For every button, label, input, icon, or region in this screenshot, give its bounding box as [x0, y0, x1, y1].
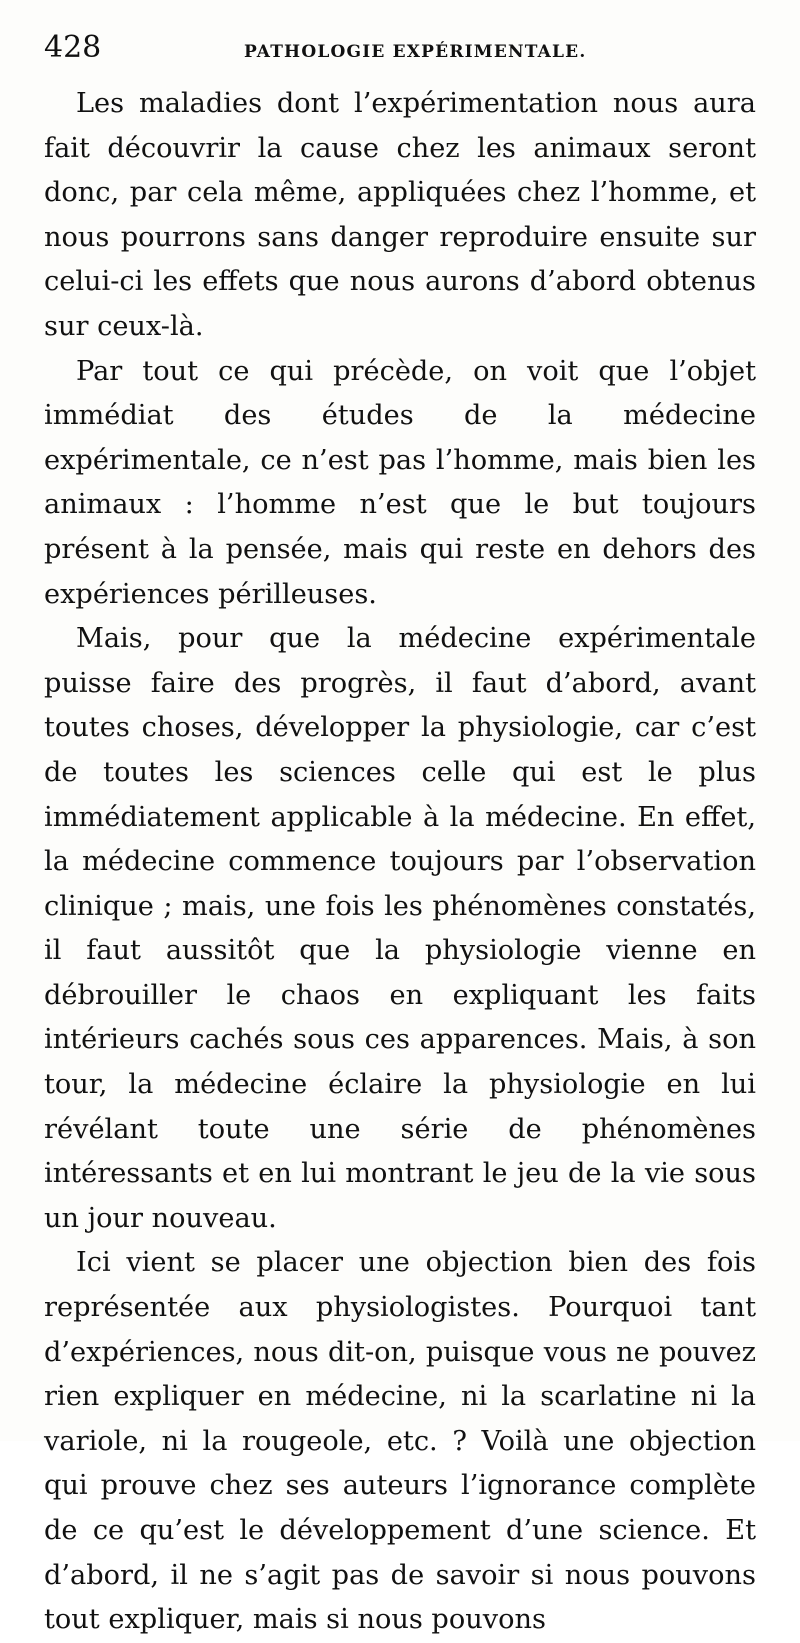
running-title: PATHOLOGIE EXPÉRIMENTALE. [244, 42, 587, 62]
paragraph-2: Par tout ce qui précède, on voit que l’objet immédiat des études de la médecine expérimentale, ce n’est pas l’homme, mais bien les animaux : l’homme n’est que le but toujours présent à la pensée, mais qui reste en dehors des expériences périlleuses. [44, 355, 756, 610]
page-number: 428 [44, 30, 102, 65]
running-head [44, 30, 756, 82]
body-text [44, 82, 756, 1643]
paragraph-3: Mais, pour que la médecine expérimentale puisse faire des progrès, il faut d’abord, avant toutes choses, développer la physiologie, car c’est de toutes les sciences celle qui est le plus immédiatement applicable à la médecine. En effet, la médecine commence toujours par l’observation clinique ; mais, une fois les phénomènes constatés, il faut aussitôt que la physiologie vienne en débrouiller le chaos en expliquant les faits intérieurs cachés sous ces apparences. Mais, à son tour, la médecine éclaire la physiologie en lui révélant toute une série de phénomènes intéressants et en lui montrant le jeu de la vie sous un jour nouveau. [44, 623, 756, 1234]
paragraph-4: Ici vient se placer une objection bien des fois représentée aux physiologistes. Pourquoi tant d’expériences, nous dit-on, puisque vous ne pouvez rien expliquer en médecine, ni la scarlatine ni la variole, ni la rougeole, etc. ? Voilà une objection qui prouve chez ses auteurs l’ignorance complète de ce qu’est le développement d’une science. Et d’abord, il ne s’agit pas de savoir si nous pouvons tout expliquer, mais si nous pouvons [44, 1247, 756, 1636]
paragraph-1: Les maladies dont l’expérimentation nous aura fait découvrir la cause chez les animaux seront donc, par cela même, appliquées chez l’homme, et nous pourrons sans danger reproduire ensuite sur celui-ci les effets que nous aurons d’abord obtenus sur ceux-là. [44, 88, 756, 342]
